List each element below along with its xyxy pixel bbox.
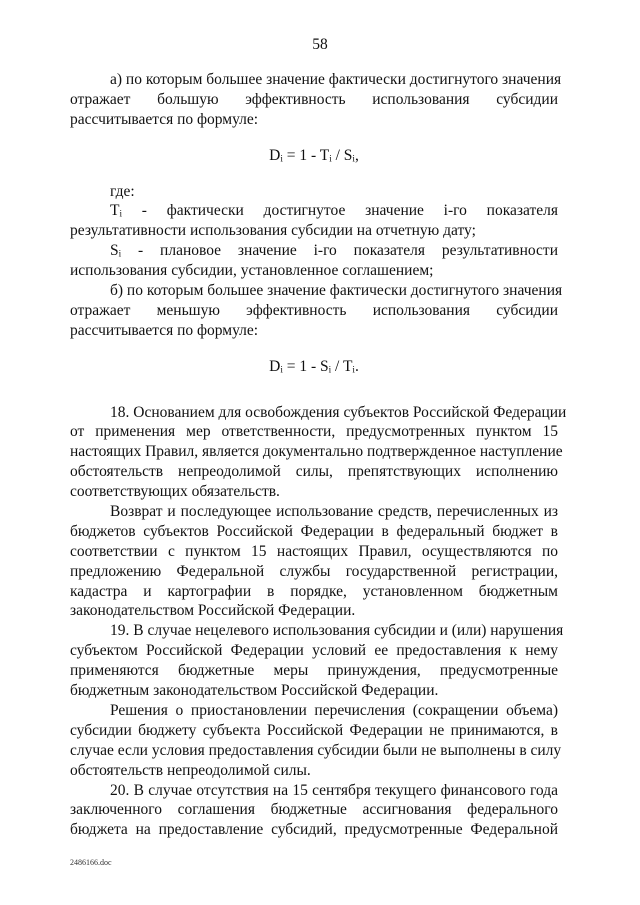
text-line: обстоятельств непреодолимой силы, препятствующих исполнению (70, 463, 558, 481)
text-line: кадастра и картографии в порядке, установленном бюджетным (70, 582, 558, 600)
text-line: использования субсидии, установленное соглашением; (70, 262, 434, 280)
text-line: 18. Основанием для освобождения субъектов Российской Федерации (110, 403, 567, 421)
text-line: Sᵢ - плановое значение i-го показателя результативности (110, 242, 558, 260)
text-line: Возврат и последующее использование средств, перечисленных из (110, 503, 558, 521)
paragraph-18 (70, 403, 567, 502)
document-footer: 2486166.doc (70, 858, 112, 867)
paragraph-18-return (70, 502, 558, 621)
text-line: 19. В случае нецелевого использования субсидии и (или) нарушения (110, 622, 564, 640)
text-line: Tᵢ - фактически достигнутое значение i-го показателя (110, 202, 558, 220)
text-line: соответствии с пунктом 15 настоящих Правил, осуществляются по (70, 542, 558, 560)
si-definition (70, 241, 558, 281)
text-line: Решения о приостановлении перечисления (сокращении объема) (110, 701, 558, 719)
paragraph-b (70, 281, 563, 341)
paragraph-19 (70, 621, 564, 701)
page-body (70, 70, 567, 840)
formula-2: Dᵢ = 1 - Sᵢ / Tᵢ. (269, 357, 359, 375)
text-line: предложению Федеральной службы государственной регистрации, (70, 562, 558, 580)
paragraph-20 (70, 781, 558, 841)
text-line: отражает меньшую эффективность использования субсидии (70, 301, 558, 319)
text-line: субсидии бюджету субъекта Российской Федерации не принимаются, в (70, 721, 558, 739)
text-line: применяются бюджетные меры принуждения, предусмотренные (70, 662, 558, 680)
paragraph-a (70, 70, 562, 130)
text-line: отражает большую эффективность использования субсидии (70, 90, 558, 108)
text-line: б) по которым большее значение фактически достигнутого значения (110, 282, 563, 300)
text-line: случае если условия предоставления субсидии были не выполнены в силу (70, 741, 562, 759)
text-line: обстоятельств непреодолимой силы. (70, 761, 311, 779)
text-line: 20. В случае отсутствия на 15 сентября текущего финансового года (110, 781, 558, 799)
text-line: бюджета на предоставление субсидий, предусмотренные Федеральной (70, 821, 558, 839)
formula-1: Dᵢ = 1 - Tᵢ / Sᵢ, (269, 146, 359, 164)
text-line: а) по которым большее значение фактически достигнутого значения (110, 71, 562, 88)
text-line: законодательством Российской Федерации. (70, 602, 356, 620)
text-line: заключенного соглашения бюджетные ассигнования федерального (70, 801, 558, 819)
text-line: рассчитывается по формуле: (70, 110, 259, 128)
text-line: рассчитывается по формуле: (70, 321, 259, 339)
paragraph-19-decisions (70, 701, 562, 781)
page-number: 58 (312, 36, 328, 53)
ti-definition (70, 201, 558, 241)
text-line: субъектом Российской Федерации условий ее предоставления к нему (70, 642, 558, 660)
text-line: результативности использования субсидии на отчетную дату; (70, 222, 476, 240)
text-line: бюджетов субъектов Российской Федерации в федеральный бюджет в (70, 522, 558, 540)
where-label: где: (110, 182, 135, 200)
text-line: настоящих Правил, является документально подтвержденное наступление (70, 443, 563, 461)
text-line: бюджетным законодательством Российской Федерации. (70, 682, 439, 700)
text-line: соответствующих обязательств. (70, 483, 280, 501)
text-line: от применения мер ответственности, предусмотренных пунктом 15 (70, 423, 558, 441)
